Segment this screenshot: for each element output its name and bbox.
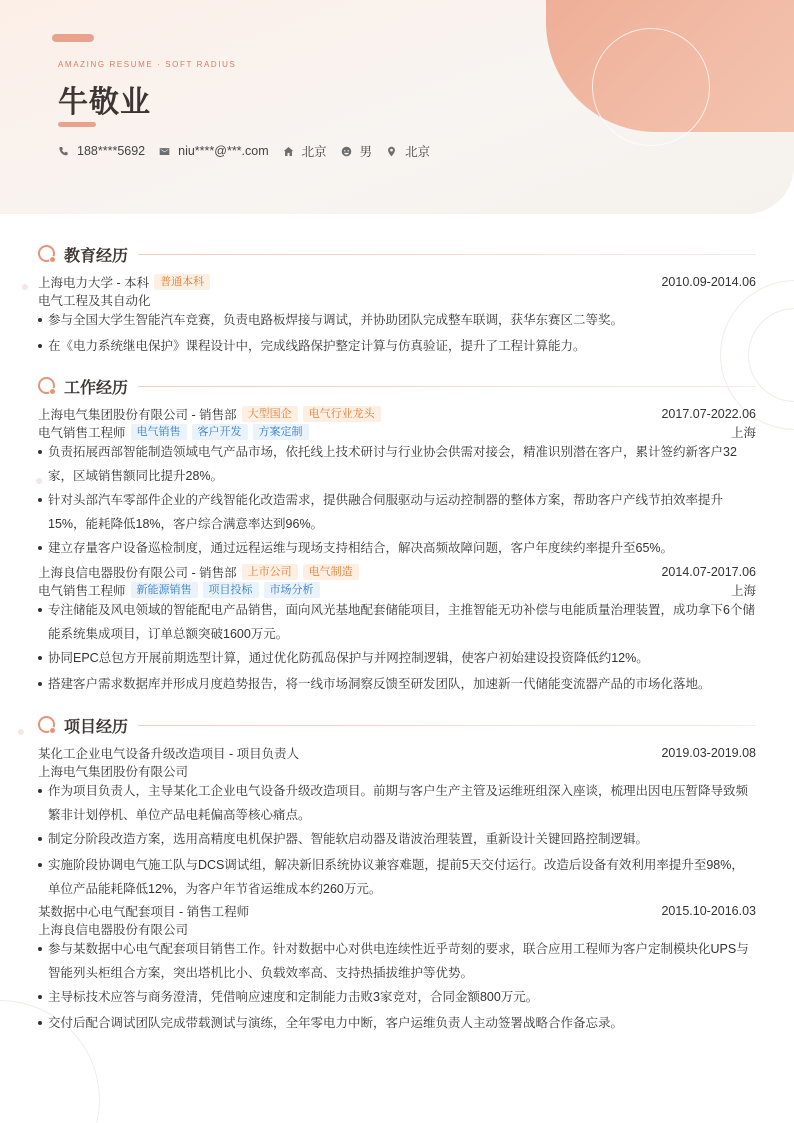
job-role: 电气销售工程师 xyxy=(38,426,126,440)
role-tag: 方案定制 xyxy=(253,424,309,440)
section-projects-title xyxy=(38,715,756,735)
job-role-row xyxy=(38,581,756,599)
role-tag: 电气销售 xyxy=(131,424,187,440)
location-pin-icon xyxy=(386,146,397,157)
company-name: 上海良信电器股份有限公司 - 销售部 xyxy=(38,566,237,580)
job-bullet: 搭建客户需求数据库并形成月度趋势报告，将一线市场洞察反馈至研发团队，加速新一代储能变流器产品的市场化落地。 xyxy=(38,672,756,696)
name-underline-bar xyxy=(58,122,96,127)
project-bullet: 主导标技术应答与商务澄清，凭借响应速度和定制能力击败3家竞对，合同金额800万元。 xyxy=(38,985,756,1009)
role-tag: 市场分析 xyxy=(264,582,320,598)
role-tag: 项目投标 xyxy=(203,582,259,598)
contact-hometown xyxy=(283,142,327,160)
contact-hometown-text: 北京 xyxy=(301,145,327,159)
header-accent-bar xyxy=(52,34,94,42)
section-divider xyxy=(138,386,756,387)
job-bullet: 负责拓展西部智能制造领域电气产品市场，依托线上技术研讨与行业协会供需对接会，精准识别潜在客户，累计签约新客户32家，区域销售额同比提升28%。 xyxy=(38,440,756,488)
project-title-row xyxy=(38,902,756,920)
project-bullet: 作为项目负责人，主导某化工企业电气设备升级改造项目。前期与客户生产主管及运维班组深入座谈，梳理出因电压暂降导致频繁非计划停机、单位产品电耗偏高等核心痛点。 xyxy=(38,779,756,827)
education-date: 2010.09-2014.06 xyxy=(661,275,756,289)
major-name: 电气工程及其自动化 xyxy=(38,294,151,308)
education-bullet: 参与全国大学生智能汽车竞赛，负责电路板焊接与调试，并协助团队完成整车联调，获华东赛区二等奖。 xyxy=(38,308,756,332)
job-bullet: 专注储能及风电领域的智能配电产品销售，面向风光基地配套储能项目，主推智能无功补偿与电能质量治理装置，成功拿下6个储能系统集成项目，订单总额突破1600万元。 xyxy=(38,598,756,646)
company-tag: 电气行业龙头 xyxy=(303,406,381,422)
contact-phone-text: 188****5692 xyxy=(77,144,146,158)
project-org-row xyxy=(38,920,756,938)
section-title-text: 工作经历 xyxy=(64,379,129,397)
project-name: 某化工企业电气设备升级改造项目 - 项目负责人 xyxy=(38,747,300,761)
home-icon xyxy=(283,146,294,157)
education-school-row xyxy=(38,273,756,291)
job-date: 2014.07-2017.06 xyxy=(661,565,756,579)
section-title-text: 项目经历 xyxy=(64,718,129,736)
contact-location-text: 北京 xyxy=(405,145,431,159)
job-date: 2017.07-2022.06 xyxy=(661,407,756,421)
contact-list xyxy=(58,142,444,160)
mail-icon xyxy=(159,146,170,157)
school-name: 上海电力大学 - 本科 xyxy=(38,276,150,290)
education-major-row xyxy=(38,291,756,309)
project-org-row xyxy=(38,762,756,780)
project-bullet: 实施阶段协调电气施工队与DCS调试组，解决新旧系统协议兼容难题，提前5天交付运行。改造后设备有效利用率提升至98%，单位产品能耗降低12%，为客户年节省运维成本约260万元。 xyxy=(38,853,756,901)
section-divider xyxy=(138,254,756,255)
job-company-row xyxy=(38,563,756,581)
project-org: 上海良信电器股份有限公司 xyxy=(38,923,189,937)
contact-gender-text: 男 xyxy=(359,145,373,159)
job-bullet: 协同EPC总包方开展前期选型计算，通过优化防孤岛保护与并网控制逻辑，使客户初始建设投资降低约12%。 xyxy=(38,646,756,670)
project-title-row xyxy=(38,744,756,762)
section-divider xyxy=(138,725,756,726)
project-name: 某数据中心电气配套项目 - 销售工程师 xyxy=(38,905,250,919)
company-tag: 电气制造 xyxy=(303,564,359,580)
project-org: 上海电气集团股份有限公司 xyxy=(38,765,189,779)
job-city: 上海 xyxy=(730,584,756,598)
project-bullet: 交付后配合调试团队完成带载测试与演练，全年零电力中断，客户运维负责人主动签署战略合作备忘录。 xyxy=(38,1011,756,1035)
job-role-row xyxy=(38,423,756,441)
project-date: 2015.10-2016.03 xyxy=(661,904,756,918)
section-education-title xyxy=(38,244,756,264)
company-tag: 上市公司 xyxy=(242,564,298,580)
contact-email xyxy=(159,144,269,158)
job-role: 电气销售工程师 xyxy=(38,584,126,598)
project-bullet: 制定分阶段改造方案，选用高精度电机保护器、智能软启动器及谐波治理装置，重新设计关键回路控制逻辑。 xyxy=(38,827,756,851)
project-date: 2019.03-2019.08 xyxy=(661,746,756,760)
job-bullet: 建立存量客户设备巡检制度，通过远程运维与现场支持相结合，解决高频故障问题，客户年度续约率提升至65%。 xyxy=(38,536,756,560)
phone-icon xyxy=(58,146,69,157)
contact-gender xyxy=(341,142,373,160)
section-icon xyxy=(38,716,56,734)
section-icon xyxy=(38,377,56,395)
section-title-text: 教育经历 xyxy=(64,247,129,265)
role-tag: 新能源销售 xyxy=(131,582,198,598)
decorative-dot xyxy=(22,284,28,290)
education-bullet: 在《电力系统继电保护》课程设计中，完成线路保护整定计算与仿真验证，提升了工程计算能力。 xyxy=(38,334,756,358)
decorative-dot xyxy=(18,729,24,735)
job-city: 上海 xyxy=(730,426,756,440)
header-ring-decoration xyxy=(592,28,710,146)
section-work-title xyxy=(38,376,756,396)
job-company-row xyxy=(38,405,756,423)
contact-email-text: niu****@***.com xyxy=(178,144,269,158)
candidate-name: 牛敬业 xyxy=(58,86,151,119)
header-tagline: AMAZING RESUME · SOFT RADIUS xyxy=(58,60,237,69)
contact-location xyxy=(386,142,430,160)
company-tag: 大型国企 xyxy=(242,406,298,422)
degree-tag: 普通本科 xyxy=(154,274,210,290)
section-icon xyxy=(38,245,56,263)
job-bullet: 针对头部汽车零部件企业的产线智能化改造需求，提供融合伺服驱动与运动控制器的整体方案，帮助客户产线节拍效率提升15%，能耗降低18%，客户综合满意率达到96%。 xyxy=(38,488,756,536)
contact-phone xyxy=(58,144,145,158)
role-tag: 客户开发 xyxy=(192,424,248,440)
resume-header xyxy=(0,0,794,214)
user-icon xyxy=(341,146,352,157)
company-name: 上海电气集团股份有限公司 - 销售部 xyxy=(38,408,237,422)
project-bullet: 参与某数据中心电气配套项目销售工作。针对数据中心对供电连续性近乎苛刻的要求，联合应用工程师为客户定制模块化UPS与智能列头柜组合方案，突出塔机比小、负载效率高、支持热插拔维护等优势。 xyxy=(38,937,756,985)
